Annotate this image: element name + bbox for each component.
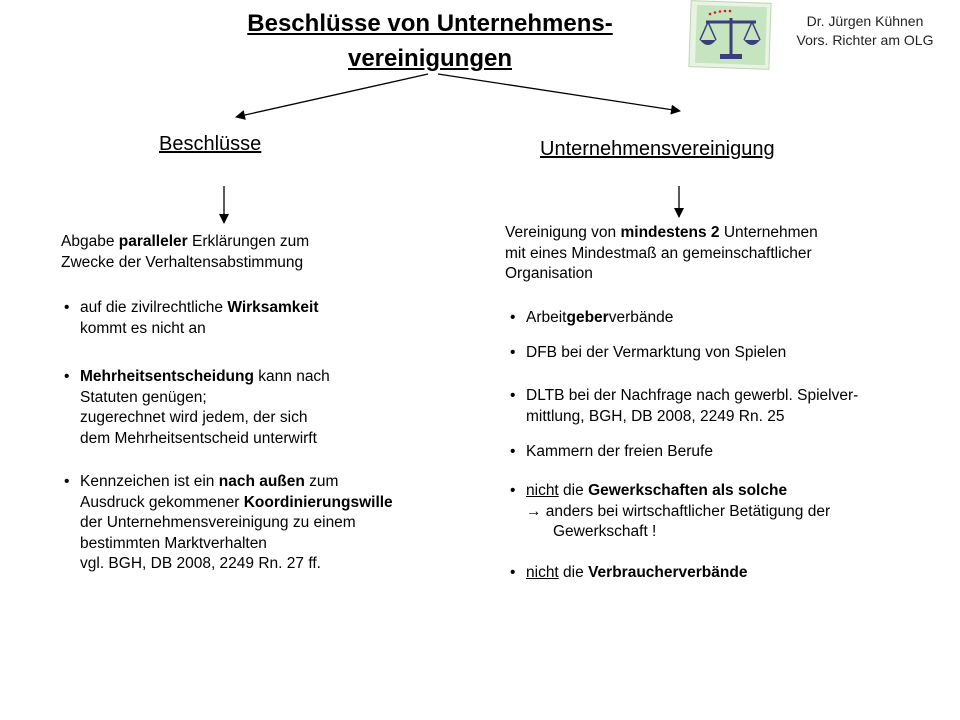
author-name: Dr. Jürgen Kühnen	[806, 13, 924, 29]
right-bullet-kammern: • Kammern der freien Berufe	[510, 443, 713, 460]
right-bullet-dfb: • DFB bei der Vermarktung von Spielen	[510, 344, 787, 361]
left-bullet-kennzeichen: • Kennzeichen ist ein nach außen zum Ausdruck gekommener Koordinierungswille der Unternehmensvereinigung zu einem bestimmten Marktverhalten vgl. BGH, DB 2008, 2249 Rn. 27 ff.	[64, 473, 393, 572]
right-bullet-verbraucherverbaende: • nicht die Verbraucherverbände	[510, 564, 748, 581]
right-intro: Vereinigung von mindestens 2 Unternehmen mit eines Mindestmaß an gemeinschaftlicher Organisation	[505, 224, 818, 282]
page-title: Beschlüsse von Unternehmens- vereinigungen	[247, 10, 613, 72]
left-intro: Abgabe paralleler Erklärungen zum Zwecke der Verhaltensabstimmung	[61, 233, 310, 271]
heading-unternehmensvereinigung: Unternehmensvereinigung	[540, 138, 775, 160]
author-role: Vors. Richter am OLG	[796, 32, 934, 48]
left-bullet-wirksamkeit: • auf die zivilrechtliche Wirksamkeit kommt es nicht an	[64, 299, 319, 337]
right-bullet-arbeitgeberverbaende: • Arbeitgeberverbände	[510, 309, 674, 326]
arrow-to-beschluesse	[236, 74, 428, 117]
heading-beschluesse: Beschlüsse	[159, 133, 262, 155]
arrow-to-unternehmensvereinigung	[438, 74, 680, 111]
right-bullet-dltb: • DLTB bei der Nachfrage nach gewerbl. Spielver- mittlung, BGH, DB 2008, 2249 Rn. 25	[510, 387, 859, 425]
right-bullet-gewerkschaften: • nicht die Gewerkschaften als solche → anders bei wirtschaftlicher Betätigung der Gewerkschaft !	[510, 482, 831, 540]
left-bullet-mehrheitsentscheidung: • Mehrheitsentscheidung kann nach Statuten genügen; zugerechnet wird jedem, der sich dem Mehrheitsentscheid unterwirft	[64, 368, 330, 447]
